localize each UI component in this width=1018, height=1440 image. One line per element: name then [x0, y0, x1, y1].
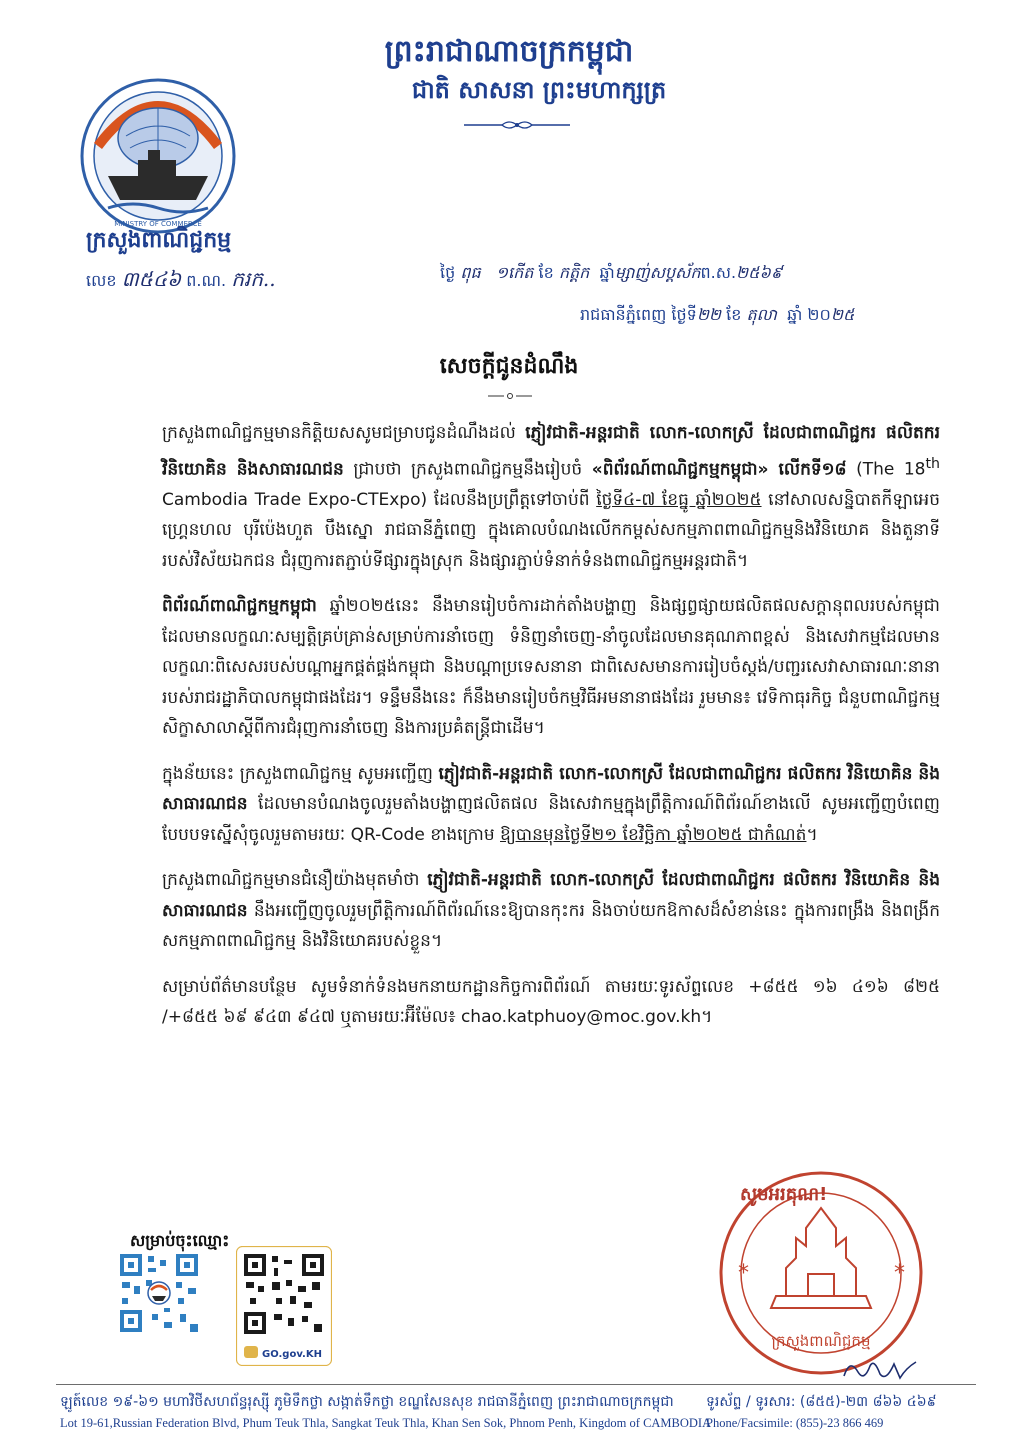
ref-prefix: លេខ [86, 271, 117, 290]
p1-text-f: Cambodia Trade Expo-CTExpo) ដែលនឹងប្រព្រឹត្តទៅចាប់ពី [162, 489, 597, 510]
ministry-name: ក្រសួងពាណិជ្ជកម្ម [86, 227, 232, 253]
ref-number-handwritten: ៣៥៤៦ [121, 267, 182, 291]
national-motto: ជាតិ សាសនា ព្រះមហាក្សត្រ [411, 75, 667, 104]
footer-address-khmer: ឡូត៍លេខ ១៩-៦១ មហាវិថីសហព័ន្ធរុស្ស៊ី ភូមិទឹកថ្លា សង្កាត់ទឹកថ្លា ខណ្ឌសែនសុខ រាជធានីភ្នំពេញ ព្រះរាជាណាចក្រកម្ពុជា [60, 1394, 674, 1410]
lunar-day-label: ថ្ងៃ [440, 263, 456, 282]
gov-logo-text: GO.gov.KH [262, 1349, 322, 1360]
p3-text-c: ដែលមានបំណងចូលរួមតាំងបង្ហាញផលិតផល និងសេវាកម្មក្នុងព្រឹត្តិការណ៍ពិព័រណ៍ខាងលើ សូមអញ្ជើញបំពេញបែបបទស្នើសុំចូលរួមតាមរយៈ QR-Code ខាងក្រោម [162, 794, 940, 845]
kingdom-name: ព្រះរាជាណាចក្រកម្ពុជា [384, 34, 634, 69]
lunar-year-label: ឆ្នាំ [599, 263, 615, 282]
lunar-date-handwritten: ១កើត [495, 263, 534, 282]
p4-text-c: នឹងអញ្ជើញចូលរួមព្រឹត្តិការណ៍ពិព័រណ៍នេះឱ្យបានកុះករ និងចាប់យកឱកាសដ៏សំខាន់នេះ ក្នុងការពង្រឹង និងពង្រីកសកម្មភាពពាណិជ្ជកម្ម និងវិនិយោគរបស់ខ្លួន។ [162, 900, 940, 952]
svg-text:*: * [894, 1261, 905, 1286]
date-year-handwritten: ២៥ [830, 305, 855, 324]
p1-text-c: ជ្រាបថា ក្រសួងពាណិជ្ជកម្មនឹងរៀបចំ [343, 459, 592, 480]
date-year-prefix: ២០ [807, 305, 831, 324]
p1-bold-event: «ពិព័រណ៍ពាណិជ្ជកម្មកម្ពុជា» លើកទី១៨ [591, 459, 847, 480]
lunar-era-label: ព.ស. [700, 263, 737, 282]
logo-caption: MINISTRY OF COMMERCE [114, 220, 202, 228]
svg-text:*: * [738, 1261, 749, 1286]
p3-underlined-deadline: ឱ្យបានមុនថ្ងៃទី២១ ខែវិច្ឆិកា ឆ្នាំ២០២៥ ជាកំណត់ [500, 824, 807, 845]
p3-bold-audience: ភ្ញៀវជាតិ-អន្តរជាតិ លោក-លោកស្រី ដែលជាពាណិជ្ជករ ផលិតករ វិនិយោគិន និងសាធារណជន [162, 763, 941, 815]
p4-text-a: ក្រសួងពាណិជ្ជកម្មមានជំនឿយ៉ាងមុតមាំថា [162, 870, 428, 891]
seal-caption: ក្រសួងពាណិជ្ជកម្ម [771, 1332, 871, 1350]
footer-address-english: Lot 19-61,Russian Federation Blvd, Phum Teuk Thla, Sangkat Teuk Thla, Khan Sen Sok, Phnom Penh, Kingdom of CAMBODIA [60, 1416, 712, 1430]
ministry-logo-icon [78, 76, 238, 236]
paragraph-2 [162, 591, 940, 744]
ref-trail: ករក.. [231, 267, 276, 291]
paragraph-4 [162, 865, 940, 957]
paragraph-1 [162, 418, 940, 576]
p1-underlined-date: ថ្ងៃទី៤-៧ ខែធ្នូ ឆ្នាំ២០២៥ [596, 489, 762, 510]
p1-text-a: ក្រសួងពាណិជ្ជកម្មមានកិត្តិយសសូមជម្រាបជូនដំណឹងដល់ [162, 423, 526, 443]
signature-icon [840, 1354, 920, 1384]
paragraph-5 [162, 972, 940, 1033]
p1-text-e: (The 18 [846, 459, 926, 480]
p2-text: ឆ្នាំ២០២៥នេះ នឹងមានរៀបចំការដាក់តាំងបង្ហាញ និងផ្សព្វផ្សាយផលិតផលសក្តានុពលរបស់កម្ពុជាដែលមានលក្ខណៈសម្បត្តិគ្រប់គ្រាន់សម្រាប់ការនាំចេញ ទំនិញនាំចេញ-នាំចូលដែលមានគុណភាពខ្ពស់ និងសេវាកម្មដែលមានលក្ខណៈពិសេសរបស់បណ្តាអ្នកផ្គត់ផ្គង់កម្ពុជា និងបណ្តាប្រទេសនានា ជាពិសេសមានការរៀបចំស្តង់/បញ្ជរសេវាសាធារណៈនានារបស់រាជរដ្ឋាភិបាលកម្ពុជាផងដែរ។ ទន្ទឹមនឹងនេះ ក៏នឹងមានរៀបចំកម្មវិធីអមនានាផងដែរ រួមមាន៖ វេទិកាធុរកិច្ច ជំនួបពាណិជ្ជកម្ម សិក្ខាសាលាស្តីពីការជំរុញការនាំចេញ និងការប្រគំតន្ត្រីជាដើម។ [162, 596, 940, 739]
subject-divider-icon [488, 392, 532, 400]
p5-contact-text: សម្រាប់ព័ត៌មានបន្ថែម សូមទំនាក់ទំនងមកនាយកដ្ឋានកិច្ចការពិព័រណ៍ តាមរយៈទូរស័ព្ទលេខ +៨៥៥ ១៦ ៤១៦ ៨២៥ /+៨៥៥ ៦៩ ៩៤៣ ៩៤៧ ឬតាមរយៈអ៊ីម៉ែល៖ chao.katphuoy@moc.gov.kh។ [162, 976, 940, 1028]
date-month-handwritten: តុលា [746, 305, 777, 324]
closing-thanks: សូមអរគុណ! [740, 1184, 828, 1205]
lunar-year-handwritten: ម្សាញ់សប្តស័ក [614, 263, 701, 282]
date-place: រាជធានីភ្នំពេញ ថ្ងៃទី [580, 305, 697, 324]
p3-text-a: ក្នុងន័យនេះ ក្រសួងពាណិជ្ជកម្ម សូមអញ្ជើញ [162, 763, 439, 784]
p4-bold-audience: ភ្ញៀវជាតិ-អន្តរជាតិ លោក-លោកស្រី ដែលជាពាណិជ្ជករ ផលិតករ វិនិយោគិន និងសាធារណជន [162, 870, 940, 921]
footer-divider [56, 1384, 976, 1385]
footer-phone-khmer: ទូរស័ព្ទ / ទូរសារ: (៨៥៥)-២៣ ៨៦៦ ៤៦៩ [706, 1394, 937, 1410]
letter-body [162, 418, 940, 1048]
ref-suffix: ព.ណ. [186, 271, 227, 290]
ornament-divider-icon [462, 118, 572, 132]
date-month-label: ខែ [726, 305, 742, 324]
lunar-date-line [440, 262, 782, 286]
p2-bold-event: ពិព័រណ៍ពាណិជ្ជកម្មកម្ពុជា [162, 596, 317, 617]
gregorian-date-line [580, 304, 854, 328]
lunar-month-handwritten: កត្តិក [558, 263, 590, 282]
document-subject: សេចក្តីជូនដំណឹង [439, 353, 579, 379]
paragraph-3 [162, 759, 940, 851]
lunar-day-handwritten: ពុធ [460, 263, 481, 282]
gov-qr-code-icon[interactable] [236, 1246, 332, 1366]
lunar-era-handwritten: ២៥៦៩ [736, 263, 783, 282]
p1-text-h: នៅសាលសន្និបាតកីឡាអេច ហ្គ្រេនហល បុរីប៉េងហួត បឹងស្នោ រាជធានីភ្នំពេញ ក្នុងគោលបំណងលើកកម្ពស់សកម្មភាពពាណិជ្ជកម្មនិងវិនិយោគ និងតួនាទីរបស់វិស័យឯកជន ជំរុញការតភ្ជាប់ទីផ្សារក្នុងស្រុក និងផ្សារភ្ជាប់ទំនាក់ទំនងពាណិជ្ជកម្មអន្តរជាតិ។ [162, 489, 940, 571]
p3-text-e: ។ [806, 824, 818, 845]
registration-label: សម្រាប់ចុះឈ្មោះ [130, 1231, 230, 1250]
p1-bold-audience: ភ្ញៀវជាតិ-អន្តរជាតិ លោក-លោកស្រី ដែលជាពាណិជ្ជករ ផលិតករ វិនិយោគិន និងសាធារណជន [162, 423, 940, 480]
footer-phone-english: Phone/Facsimile: (855)-23 866 469 [706, 1416, 884, 1430]
p1-superscript: th [925, 455, 940, 472]
lunar-month-label: ខែ [538, 263, 554, 282]
reference-number [86, 266, 276, 296]
registration-qr-code-icon[interactable] [118, 1252, 200, 1334]
date-day-handwritten: ២២ [696, 305, 722, 324]
date-year-label: ឆ្នាំ [787, 305, 803, 324]
